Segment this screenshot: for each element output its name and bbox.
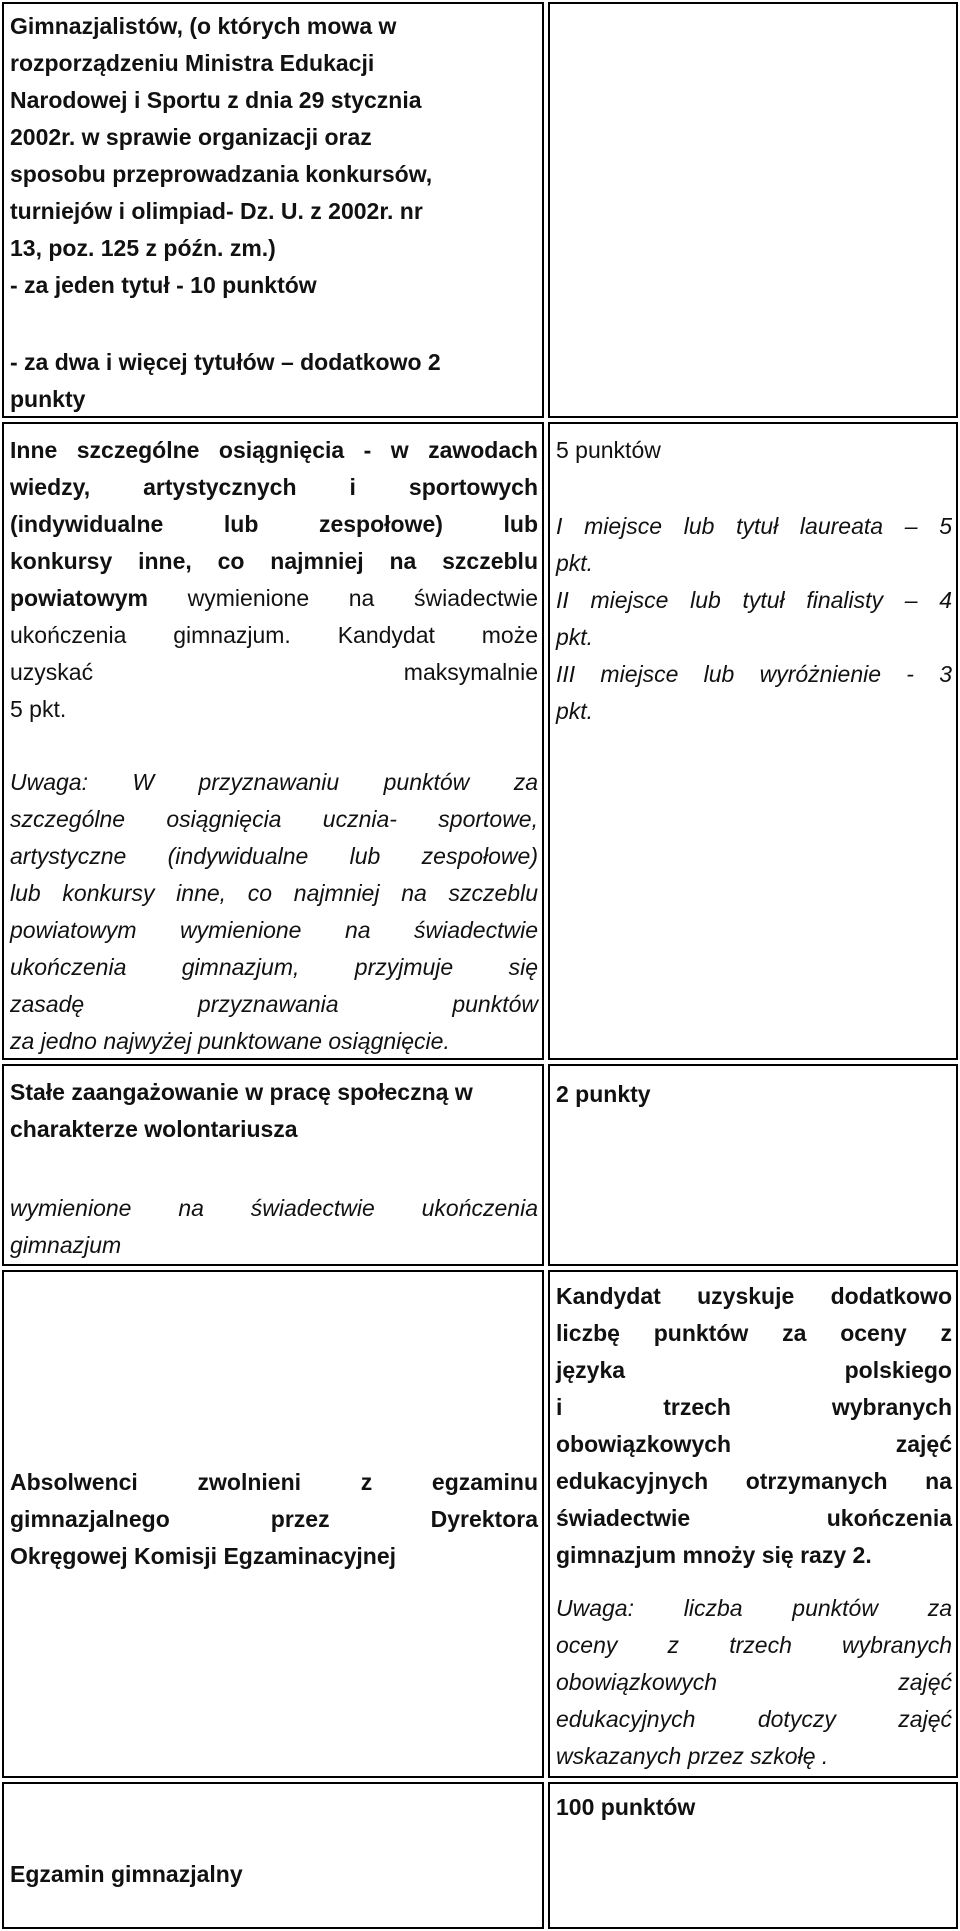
text-line: Narodowej i Sportu z dnia 29 stycznia xyxy=(10,87,422,113)
text-line: gimnazjum xyxy=(10,1232,122,1258)
text-line: pkt. xyxy=(556,550,594,576)
text-line: I miejsce lub tytuł laureata – 5 xyxy=(556,513,952,539)
text-line: Okręgowej Komisji Egzaminacyjnej xyxy=(10,1543,397,1569)
text-line: sposobu przeprowadzania konkursów, xyxy=(10,161,433,187)
row1-left-extra xyxy=(10,344,530,418)
text-line: 2002r. w sprawie organizacji oraz xyxy=(10,124,372,150)
text-line: wskazanych przez szkołę . xyxy=(556,1743,829,1769)
row5-right-text xyxy=(556,1789,952,1826)
text-line: i trzech wybranych xyxy=(556,1394,952,1420)
bold-word: powiatowym xyxy=(10,585,149,611)
text-line: konkursy inne, co najmniej na szczeblu xyxy=(10,548,538,574)
text-line: gimnazjum mnoży się razy 2. xyxy=(556,1542,872,1568)
text-line: zasadę przyznawania punktów xyxy=(10,991,538,1017)
text-line: szczególne osiągnięcia ucznia- sportowe, xyxy=(10,806,538,832)
text-line xyxy=(10,580,538,617)
text-line: II miejsce lub tytuł finalisty – 4 xyxy=(556,587,952,613)
text-line: edukacyjnych dotyczy zajęć xyxy=(556,1706,952,1732)
row3-left-text xyxy=(10,1074,538,1148)
row2-left-note xyxy=(10,764,538,1060)
text-line: punkty xyxy=(10,386,86,412)
text-line: Kandydat uzyskuje dodatkowo xyxy=(556,1283,952,1309)
row5-left-text xyxy=(10,1856,538,1893)
text-line: Egzamin gimnazjalny xyxy=(10,1861,243,1887)
text-line: - za jeden tytuł - 10 punktów xyxy=(10,272,317,298)
text-line: 5 pkt. xyxy=(10,696,67,722)
row2-right-heading xyxy=(556,432,952,469)
text-line: oceny z trzech wybranych xyxy=(556,1632,952,1658)
text-line: uzyskać maksymalnie xyxy=(10,659,538,685)
text-line: wiedzy, artystycznych i sportowych xyxy=(10,474,538,500)
text-line: ukończenia gimnazjum, przyjmuje się xyxy=(10,954,538,980)
text-line: Uwaga: W przyznawaniu punktów za xyxy=(10,769,538,795)
points-heading: 5 punktów xyxy=(556,437,661,463)
text-line: Uwaga: liczba punktów za xyxy=(556,1595,952,1621)
row4-right-text xyxy=(556,1278,952,1574)
text-line: III miejsce lub wyróżnienie - 3 xyxy=(556,661,952,687)
text-line: (indywidualne lub zespołowe) lub xyxy=(10,511,538,537)
text-line: Inne szczególne osiągnięcia - w zawodach xyxy=(10,437,538,463)
text-line: obowiązkowych zajęć xyxy=(556,1431,952,1457)
text-line: języka polskiego xyxy=(556,1357,952,1383)
row4-right-note xyxy=(556,1590,952,1775)
text-line: pkt. xyxy=(556,624,594,650)
row1-right-cell xyxy=(548,2,958,418)
row2-left-text xyxy=(10,432,538,728)
text-line: świadectwie ukończenia xyxy=(556,1505,952,1531)
text-line: Absolwenci zwolnieni z egzaminu xyxy=(10,1469,538,1495)
text-line: liczbę punktów za oceny z xyxy=(556,1320,952,1346)
row4-left-text xyxy=(10,1464,538,1575)
text-line: Gimnazjalistów, (o których mowa w xyxy=(10,13,397,39)
text-span: wymienione na świadectwie xyxy=(148,585,538,611)
text-line: obowiązkowych zajęć xyxy=(556,1669,952,1695)
text-line: edukacyjnych otrzymanych na xyxy=(556,1468,952,1494)
text-line: lub konkursy inne, co najmniej na szczeblu xyxy=(10,880,538,906)
text-line: 13, poz. 125 z późn. zm.) xyxy=(10,235,276,261)
row2-right-items xyxy=(556,508,952,730)
text-line: pkt. xyxy=(556,698,594,724)
text-line: powiatowym wymienione na świadectwie xyxy=(10,917,538,943)
row3-left-note xyxy=(10,1190,538,1264)
text-line: Stałe zaangażowanie w pracę społeczną w xyxy=(10,1079,473,1105)
row1-left-text xyxy=(10,8,530,304)
text-line: - za dwa i więcej tytułów – dodatkowo 2 xyxy=(10,349,441,375)
points-heading: 100 punktów xyxy=(556,1794,696,1820)
text-line: rozporządzeniu Ministra Edukacji xyxy=(10,50,375,76)
text-line: turniejów i olimpiad- Dz. U. z 2002r. nr xyxy=(10,198,423,224)
text-line: wymienione na świadectwie ukończenia xyxy=(10,1195,538,1221)
text-line: za jedno najwyżej punktowane osiągnięcie. xyxy=(10,1028,450,1054)
text-line: artystyczne (indywidualne lub zespołowe) xyxy=(10,843,538,869)
row3-right-text xyxy=(556,1076,952,1113)
text-line: gimnazjalnego przez Dyrektora xyxy=(10,1506,538,1532)
text-line: charakterze wolontariusza xyxy=(10,1116,298,1142)
text-line: ukończenia gimnazjum. Kandydat może xyxy=(10,622,538,648)
points-heading: 2 punkty xyxy=(556,1081,651,1107)
